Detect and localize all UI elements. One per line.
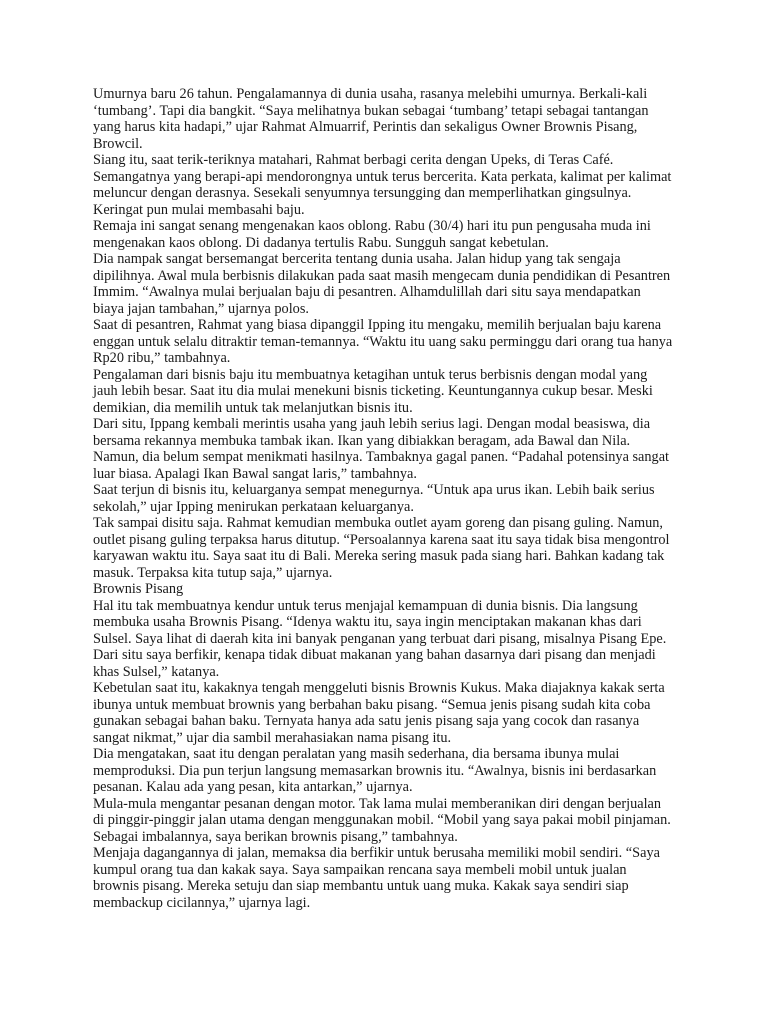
paragraph: Remaja ini sangat senang mengenakan kaos oblong. Rabu (30/4) hari itu pun pengusaha muda ini mengenakan kaos oblong. Di dadanya tertulis Rabu. Sungguh sangat kebetulan.: [93, 218, 651, 251]
section-subheading: Brownis Pisang: [93, 581, 184, 597]
paragraph: Menjaja dagangannya di jalan, memaksa dia berfikir untuk berusaha memiliki mobil sendiri. “Saya kumpul orang tua dan kakak saya. Saya sampaikan rencana saya membeli mobil untuk jualan brownis pisang. Mereka setuju dan siap membantu untuk uang muka. Kakak saya sendiri siap membackup cicilannya,” ujarnya lagi.: [93, 845, 660, 911]
paragraph: Mula-mula mengantar pesanan dengan motor. Tak lama mulai memberanikan diri dengan berjualan di pinggir-pinggir jalan utama dengan menggunakan mobil. “Mobil yang saya pakai mobil pinjaman. Sebagai imbalannya, saya berikan brownis pisang,” tambahnya.: [93, 795, 671, 845]
paragraph: Tak sampai disitu saja. Rahmat kemudian membuka outlet ayam goreng dan pisang guling. Namun, outlet pisang guling terpaksa harus ditutup. “Persoalannya karena saat itu saya tidak bisa mengontrol karyawan waktu itu. Saya saat itu di Bali. Mereka sering masuk pada siang hari. Bahkan kadang tak masuk. Terpaksa kita tutup saja,” ujarnya.: [93, 515, 670, 581]
paragraph: Dia mengatakan, saat itu dengan peralatan yang masih sederhana, dia bersama ibunya mulai memproduksi. Dia pun terjun langsung memasarkan brownis itu. “Awalnya, bisnis ini berdasarkan pesanan. Kalau ada yang pesan, kita antarkan,” ujarnya.: [93, 746, 657, 795]
paragraph: Dia nampak sangat bersemangat bercerita tentang dunia usaha. Jalan hidup yang tak sengaja dipilihnya. Awal mula berbisnis dilakukan pada saat masih mengecam dunia pendidikan di Pesantren Immim. “Awalnya mulai berjualan baju di pesantren. Alhamdulillah dari situ saya mendapatkan biaya jajan tambahan,” ujarnya polos.: [93, 251, 671, 317]
paragraph: Dari situ, Ippang kembali merintis usaha yang jauh lebih serius lagi. Dengan modal beasiswa, dia bersama rekannya membuka tambak ikan. Ikan yang dibiakkan beragam, ada Bawal dan Nila. Namun, dia belum sempat menikmati hasilnya. Tambaknya gagal panen. “Padahal potensinya sangat luar biasa. Apalagi Ikan Bawal sangat laris,” tambahnya.: [93, 416, 670, 482]
paragraph: Umurnya baru 26 tahun. Pengalamannya di dunia usaha, rasanya melebihi umurnya. Berkali-kali ‘tumbang’. Tapi dia bangkit. “Saya melihatnya bukan sebagai ‘tumbang’ tetapi sebagai tantangan yang harus kita hadapi,” ujar Rahmat Almuarrif, Perintis dan sekaligus Owner Brownis Pisang, Browcil.: [93, 86, 649, 152]
paragraph: Saat terjun di bisnis itu, keluarganya sempat menegurnya. “Untuk apa urus ikan. Lebih baik serius sekolah,” ujar Ipping menirukan perkataan keluarganya.: [93, 482, 655, 515]
paragraph: Hal itu tak membuatnya kendur untuk terus menjajal kemampuan di dunia bisnis. Dia langsung membuka usaha Brownis Pisang. “Idenya waktu itu, saya ingin menciptakan makanan khas dari Sulsel. Saya lihat di daerah kita ini banyak penganan yang terbuat dari pisang, misalnya Pisang Epe. Dari situ saya berfikir, kenapa tidak dibuat makanan yang bahan dasarnya dari pisang dan menjadi khas Sulsel,” katanya.: [93, 597, 667, 680]
paragraph: Kebetulan saat itu, kakaknya tengah menggeluti bisnis Brownis Kukus. Maka diajaknya kakak serta ibunya untuk membuat brownis yang berbahan baku pisang. “Semua jenis pisang sudah kita coba gunakan sebagai bahan baku. Ternyata hanya ada satu jenis pisang saja yang cocok dan rasanya sangat nikmat,” ujar dia sambil merahasiakan nama pisang itu.: [93, 680, 665, 746]
paragraph: Pengalaman dari bisnis baju itu membuatnya ketagihan untuk terus berbisnis dengan modal yang jauh lebih besar. Saat itu dia mulai menekuni bisnis ticketing. Keuntungannya cukup besar. Meski demikian, dia memilih untuk tak melanjutkan bisnis itu.: [93, 366, 653, 416]
paragraph: Saat di pesantren, Rahmat yang biasa dipanggil Ipping itu mengaku, memilih berjualan baju karena enggan untuk selalu ditraktir teman-temannya. “Waktu itu uang saku perminggu dari orang tua hanya Rp20 ribu,” tambahnya.: [93, 317, 673, 366]
paragraph: Siang itu, saat terik-teriknya matahari, Rahmat berbagi cerita dengan Upeks, di Teras Café. Semangatnya yang berapi-api mendorongnya untuk terus bercerita. Kata perkata, kalimat per kalimat meluncur dengan derasnya. Sesekali senyumnya tersungging dan memperlihatkan gingsulnya. Keringat pun mulai membasahi baju.: [93, 152, 672, 218]
